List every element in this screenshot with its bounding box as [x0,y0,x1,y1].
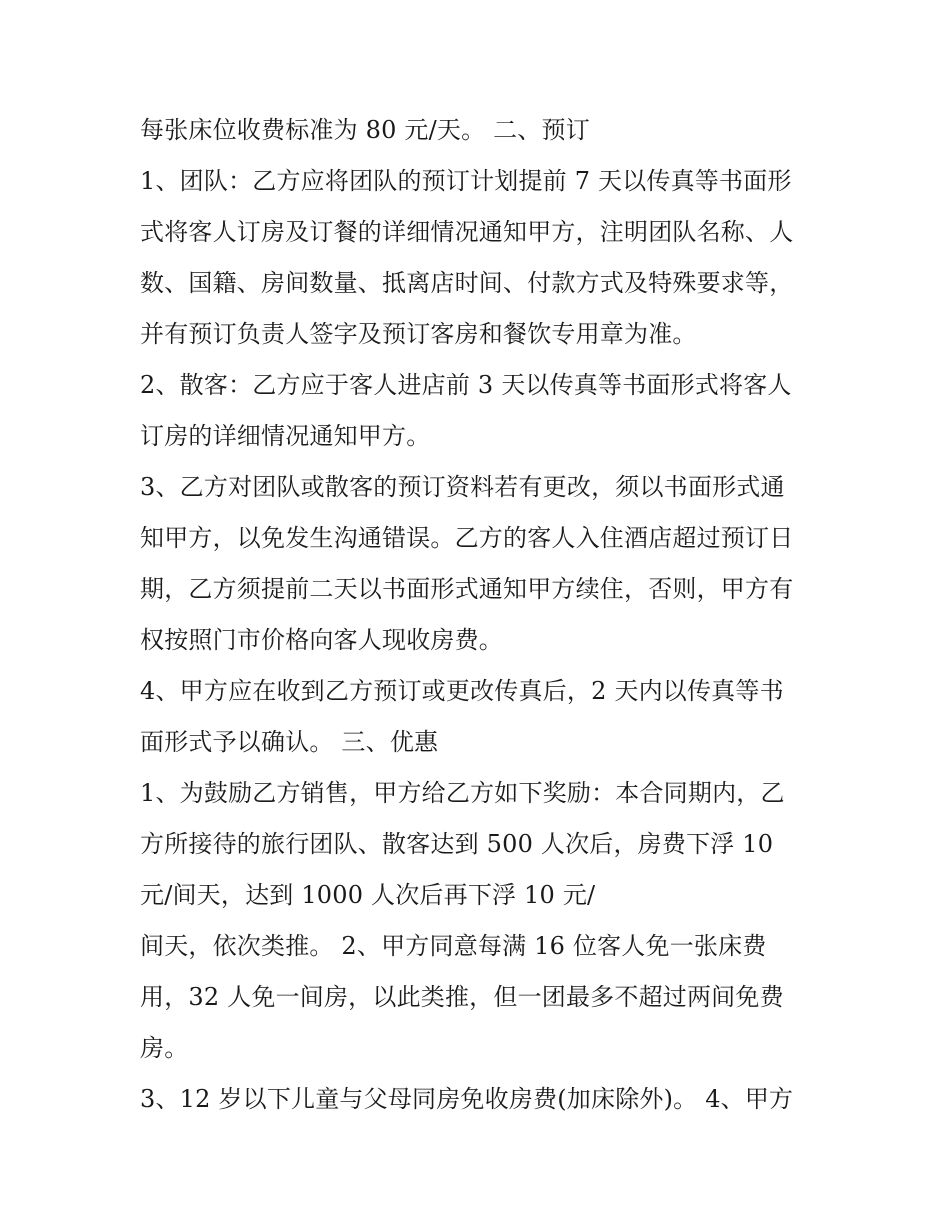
text-line: 元/间天，达到 1000 人次后再下浮 10 元/ [140,881,596,909]
text-line: 2、散客：乙方应于客人进店前 3 天以传真等书面形式将客人 [140,371,792,399]
text-line: 数、国籍、房间数量、抵离店时间、付款方式及特殊要求等， [140,269,794,297]
text-line: 并有预订负责人签字及预订客房和餐饮专用章为准。 [140,320,697,348]
text-line: 订房的详细情况通知甲方。 [140,422,431,450]
document-body [140,108,830,1128]
text-line: 4、甲方应在收到乙方预订或更改传真后，2 天内以传真等书 [140,677,784,705]
text-line: 1、为鼓励乙方销售，甲方给乙方如下奖励：本合同期内，乙 [140,779,785,807]
text-line: 方所接待的旅行团队、散客达到 500 人次后，房费下浮 10 [140,830,774,858]
text-line: 3、乙方对团队或散客的预订资料若有更改，须以书面形式通 [140,473,785,501]
text-line: 间天，依次类推。 2、甲方同意每满 16 位客人免一张床费 [140,932,767,960]
text-line: 每张床位收费标准为 80 元/天。 二、预订 [140,116,590,144]
text-line: 期，乙方须提前二天以书面形式通知甲方续住，否则，甲方有 [140,575,794,603]
text-line: 3、12 岁以下儿童与父母同房免收房费(加床除外)。 4、甲方 [140,1085,794,1113]
text-line: 权按照门市价格向客人现收房费。 [140,626,503,654]
text-line: 1、团队：乙方应将团队的预订计划提前 7 天以传真等书面形 [140,167,792,195]
text-line: 面形式予以确认。 三、优惠 [140,728,439,756]
text-line: 式将客人订房及订餐的详细情况通知甲方，注明团队名称、人 [140,218,794,246]
text-line: 房。 [140,1034,189,1062]
text-line: 用，32 人免一间房，以此类推，但一团最多不超过两间免费 [140,983,784,1011]
text-line: 知甲方，以免发生沟通错误。乙方的客人入住酒店超过预订日 [140,524,794,552]
